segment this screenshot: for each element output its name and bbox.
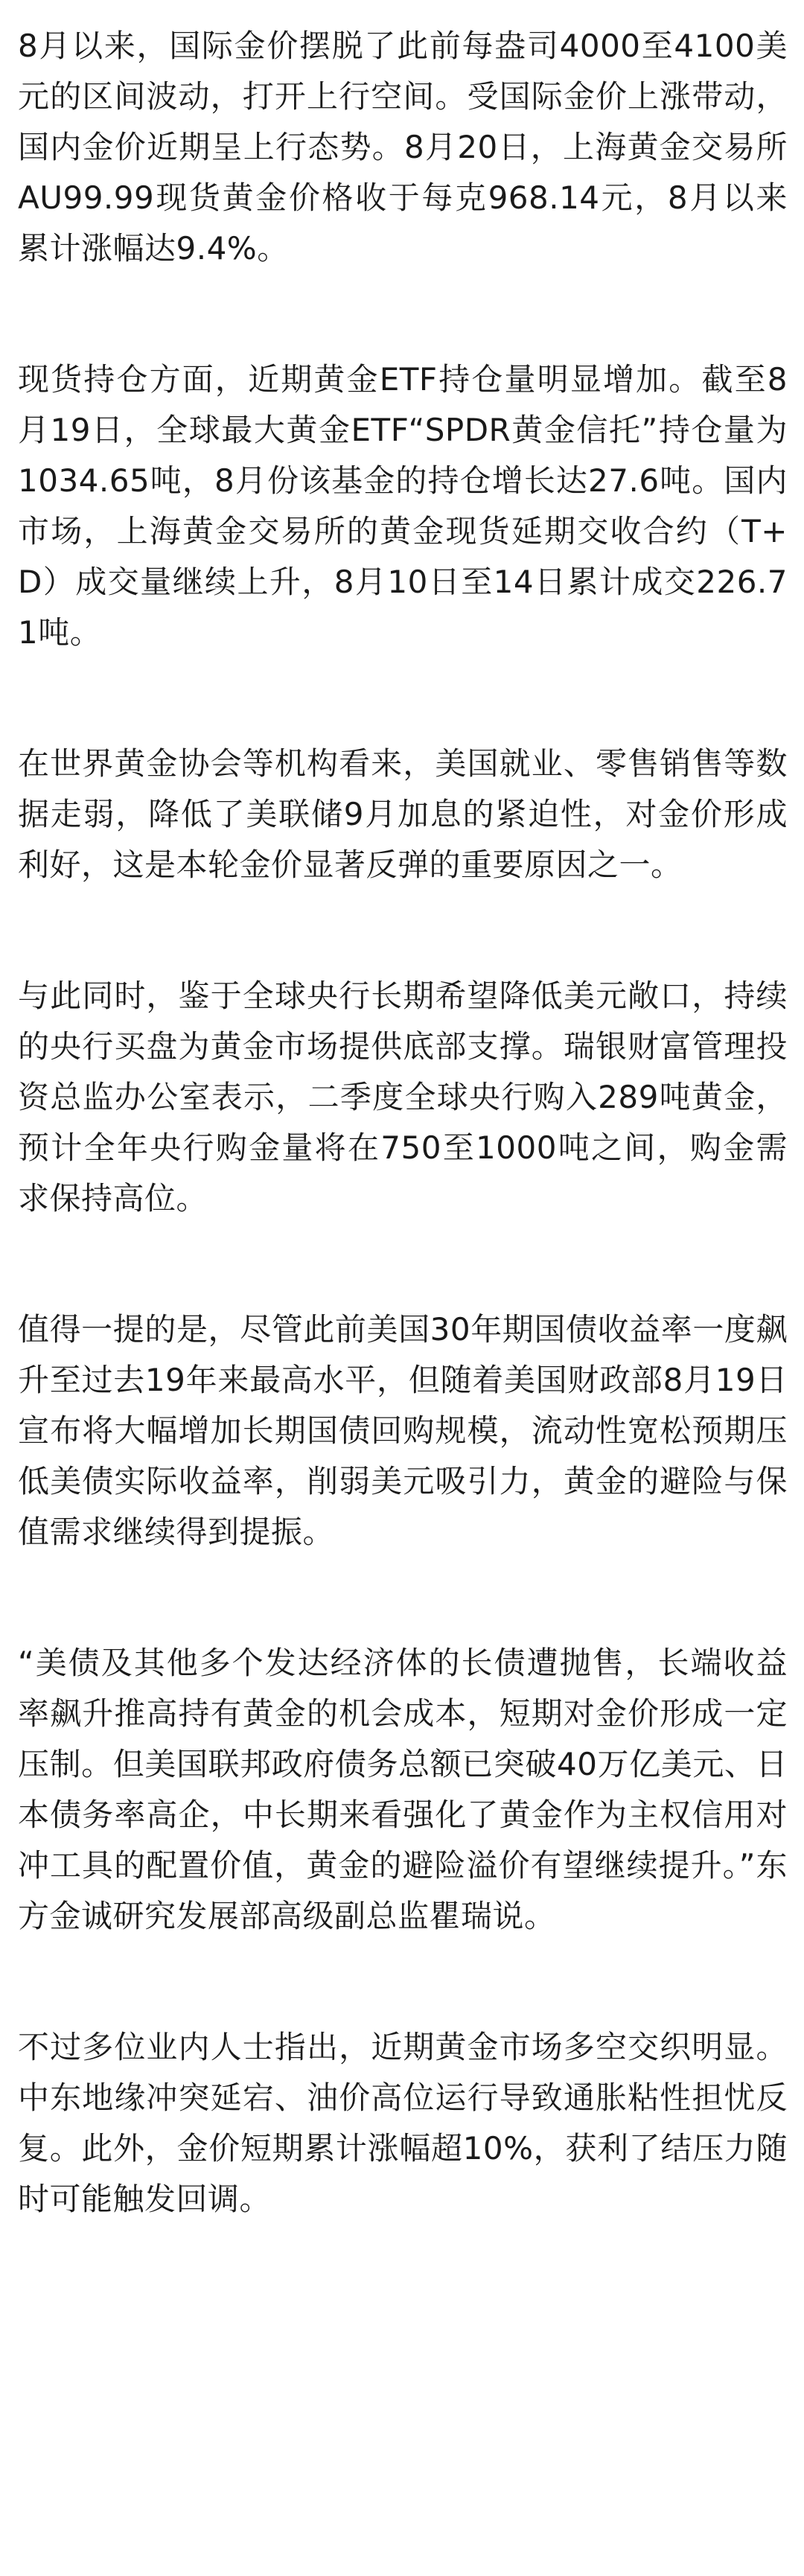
paragraph-analyst-quote: “美债及其他多个发达经济体的长债遭抛售，长端收益率飙升推高持有黄金的机会成本，短期对金价形成一定压制。但美国联邦政府债务总额已突破40万亿美元、日本债务率高企，中长期来看强化了黄金作为主权信用对冲工具的配置价值，黄金的避险溢价有望继续提升。”东方金诚研究发展部高级副总监瞿瑞说。 xyxy=(18,1645,788,1934)
paragraph-market-risks: 不过多位业内人士指出，近期黄金市场多空交织明显。中东地缘冲突延宕、油价高位运行导致通胀粘性担忧反复。此外，金价短期累计涨幅超10%，获利了结压力随时可能触发回调。 xyxy=(18,2029,788,2217)
paragraph-treasury-yields: 值得一提的是，尽管此前美国30年期国债收益率一度飙升至过去19年来最高水平，但随着美国财政部8月19日宣布将大幅增加长期国债回购规模，流动性宽松预期压低美债实际收益率，削弱美元吸引力，黄金的避险与保值需求继续得到提振。 xyxy=(18,1311,788,1550)
paragraph-etf-holdings: 现货持仓方面，近期黄金ETF持仓量明显增加。截至8月19日，全球最大黄金ETF“SPDR黄金信托”持仓量为1034.65吨，8月份该基金的持仓增长达27.6吨。国内市场，上海黄金交易所的黄金现货延期交收合约（T+D）成交量继续上升，8月10日至14日累计成交226.71吨。 xyxy=(18,361,788,651)
paragraph-world-gold-council: 在世界黄金协会等机构看来，美国就业、零售销售等数据走弱，降低了美联储9月加息的紧迫性，对金价形成利好，这是本轮金价显著反弹的重要原因之一。 xyxy=(18,745,788,883)
paragraph-gold-price-august: 8月以来，国际金价摆脱了此前每盎司4000至4100美元的区间波动，打开上行空间。受国际金价上涨带动，国内金价近期呈上行态势。8月20日，上海黄金交易所AU99.99现货黄金价格收于每克968.14元，8月以来累计涨幅达9.4%。 xyxy=(18,28,788,267)
paragraph-central-bank-buying: 与此同时，鉴于全球央行长期希望降低美元敞口，持续的央行买盘为黄金市场提供底部支撑。瑞银财富管理投资总监办公室表示，二季度全球央行购入289吨黄金，预计全年央行购金量将在750至1000吨之间，购金需求保持高位。 xyxy=(18,978,788,1217)
